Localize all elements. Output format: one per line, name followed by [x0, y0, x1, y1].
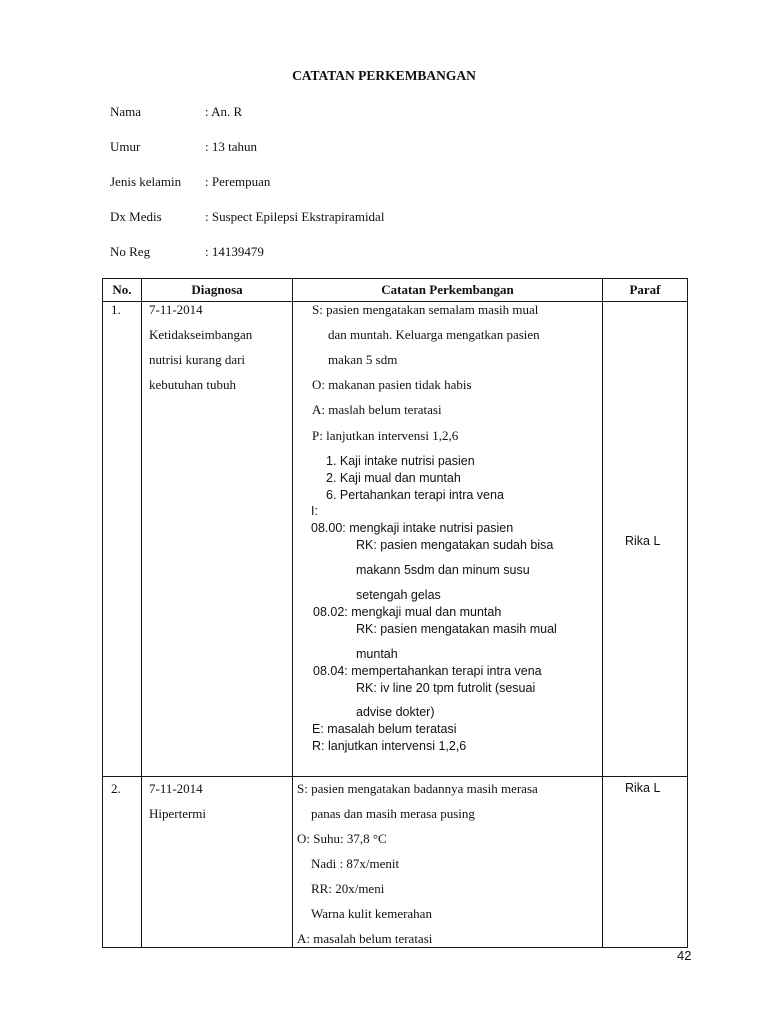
row-2-catatan-line: Nadi : 87x/menit	[311, 856, 400, 871]
row-2-catatan-line: Warna kulit kemerahan	[311, 906, 432, 921]
row-1-catatan-list-item: 2. Kaji mual dan muntah	[326, 471, 461, 485]
header-paraf: Paraf	[629, 282, 661, 297]
header-diagnosa: Diagnosa	[191, 282, 243, 297]
row-2-catatan-line: panas dan masih merasa pusing	[311, 806, 475, 821]
table-border-right	[687, 278, 688, 948]
row-1-catatan-line: 08.00: mengkaji intake nutrisi pasien	[311, 521, 514, 535]
row-1-catatan-line: 08.02: mengkaji mual dan muntah	[313, 605, 502, 619]
patient-value-jenis-kelamin: : Perempuan	[205, 174, 271, 189]
row-2-paraf: Rika L	[625, 781, 661, 795]
row-1-catatan-line: RK: pasien mengatakan sudah bisa	[356, 538, 554, 552]
table-col-divider-2	[292, 278, 293, 948]
patient-value-umur: : 13 tahun	[205, 139, 257, 154]
row-2-catatan-line: RR: 20x/meni	[311, 881, 385, 896]
table-col-divider-3	[602, 278, 603, 948]
row-2-diagnosa-line: Hipertermi	[149, 806, 207, 821]
row-2-no: 2.	[111, 781, 121, 796]
row-1-catatan-line: E: masalah belum teratasi	[312, 722, 457, 736]
header-no: No.	[112, 282, 132, 297]
row-1-catatan-line: P: lanjutkan intervensi 1,2,6	[312, 428, 459, 443]
patient-label-no-reg: No Reg	[110, 244, 151, 259]
row-1-diagnosa-line: Ketidakseimbangan	[149, 327, 253, 342]
patient-label-nama: Nama	[110, 104, 142, 119]
patient-label-jenis-kelamin: Jenis kelamin	[110, 174, 182, 189]
patient-label-dx-medis: Dx Medis	[110, 209, 162, 224]
document-title: CATATAN PERKEMBANGAN	[292, 68, 476, 83]
table-row-divider	[102, 776, 688, 777]
row-2-catatan-line: O: Suhu: 37,8 °C	[297, 831, 387, 846]
row-1-catatan-list-item: 6. Pertahankan terapi intra vena	[326, 488, 504, 502]
row-1-date: 7-11-2014	[149, 302, 203, 317]
row-1-catatan-line: makann 5sdm dan minum susu	[356, 563, 530, 577]
row-1-catatan-line: RK: iv line 20 tpm futrolit (sesuai	[356, 681, 536, 695]
row-1-no: 1.	[111, 302, 121, 317]
table-border-left	[102, 278, 103, 948]
patient-label-umur: Umur	[110, 139, 141, 154]
row-1-catatan-line: O: makanan pasien tidak habis	[312, 377, 472, 392]
header-catatan: Catatan Perkembangan	[381, 282, 514, 297]
row-1-catatan-line: A: maslah belum teratasi	[312, 402, 442, 417]
table-border-bottom	[102, 947, 688, 948]
row-1-catatan-line: muntah	[356, 647, 398, 661]
row-1-paraf: Rika L	[625, 534, 661, 548]
row-1-diagnosa-line: kebutuhan tubuh	[149, 377, 237, 392]
row-1-catatan-line: S: pasien mengatakan semalam masih mual	[312, 302, 539, 317]
row-1-catatan-line: dan muntah. Keluarga mengatkan pasien	[328, 327, 540, 342]
row-1-catatan-line: 08.04: mempertahankan terapi intra vena	[313, 664, 542, 678]
row-1-catatan-line: I:	[311, 504, 318, 518]
row-1-catatan-line: setengah gelas	[356, 588, 441, 602]
row-2-catatan-line: S: pasien mengatakan badannya masih merasa	[297, 781, 538, 796]
row-1-catatan-line: advise dokter)	[356, 705, 435, 719]
patient-value-no-reg: : 14139479	[205, 244, 264, 259]
page-number: 42	[677, 948, 692, 963]
row-1-catatan-line: makan 5 sdm	[328, 352, 398, 367]
table-border-top	[102, 278, 688, 279]
patient-value-nama: : An. R	[205, 104, 243, 119]
row-1-catatan-list-item: 1. Kaji intake nutrisi pasien	[326, 454, 475, 468]
row-1-diagnosa-line: nutrisi kurang dari	[149, 352, 246, 367]
row-2-date: 7-11-2014	[149, 781, 203, 796]
row-2-catatan-line: A: masalah belum teratasi	[297, 931, 433, 946]
table-col-divider-1	[141, 278, 142, 948]
row-1-catatan-line: RK: pasien mengatakan masih mual	[356, 622, 557, 636]
row-1-catatan-line: R: lanjutkan intervensi 1,2,6	[312, 739, 467, 753]
patient-value-dx-medis: : Suspect Epilepsi Ekstrapiramidal	[205, 209, 385, 224]
